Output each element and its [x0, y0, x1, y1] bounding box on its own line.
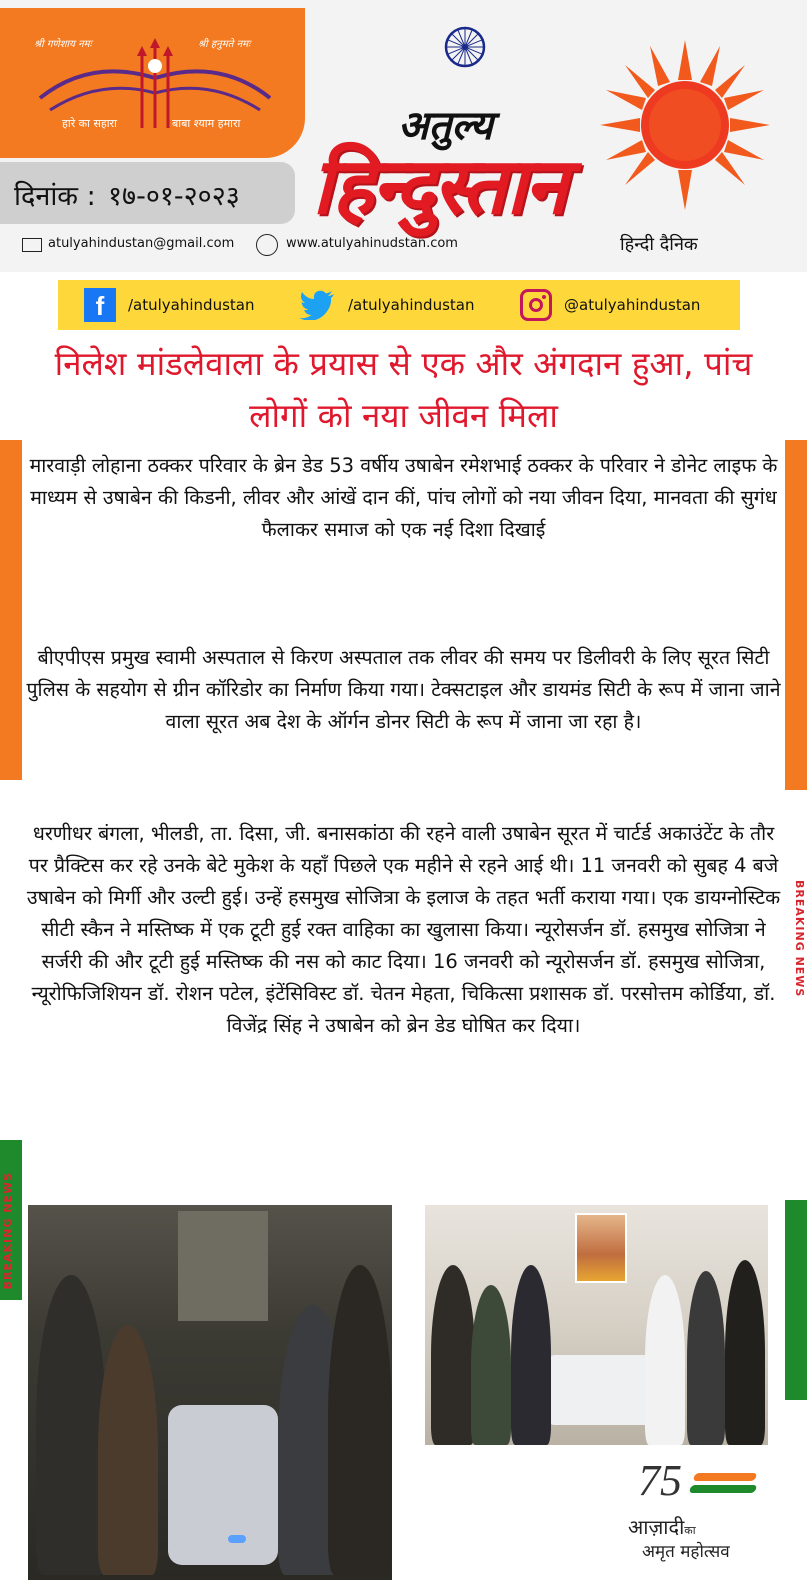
- twitter-handle: /atulyahindustan: [348, 296, 475, 314]
- logo-text-baba-shyam: बाबा श्याम हमारा: [172, 117, 241, 130]
- person-figure: [687, 1271, 725, 1445]
- brand-name-hindustan: हिन्दुस्तान: [312, 142, 566, 232]
- azadi-ka-amrit-mahotsav-logo: [628, 1455, 768, 1570]
- breaking-news-label-left: BREAKING NEWS: [1, 1172, 14, 1290]
- azadi-line1: [628, 1513, 696, 1540]
- azadi-75-number: 75: [638, 1456, 682, 1505]
- article-paragraph-3: धरणीधर बंगला, भीलडी, ता. दिसा, जी. बनासकांठा की रहने वाली उषाबेन सूरत में चार्टर्ड अकाउंटेंट के तौर पर प्रैक्टिस कर रहे उनके बेटे मुकेश के यहाँ पिछले एक महीने से रहने आई थी। 11 जनवरी को सुबह 4 बजे उषाबेन को मिर्गी और उल्टी हुई। उन्हें हसमुख सोजित्रा के इलाज के तहत भर्ती कराया गया। एक डायग्नोस्टिक सीटी स्कैन ने मस्तिष्क में एक टूटी हुई रक्त वाहिका का खुलासा किया। न्यूरोसर्जन डॉ. हसमुख सोजित्रा ने सर्जरी की और टूटी हुई मस्तिष्क की नस को काट दिया। 16 जनवरी को न्यूरोसर्जन डॉ. हसमुख सोजित्रा, न्यूरोफिजिशियन डॉ. रोशन पटेल, इंटेंसिविस्ट डॉ. चेतन मेहता, चिकित्सा प्रशासक डॉ. परसोत्तम कोर्डिया, डॉ. विजेंद्र सिंह ने उषाबेन को ब्रेन डेड घोषित कर दिया।: [26, 822, 781, 1037]
- logo-text-ganesh: श्री गणेशाय नमः: [34, 39, 92, 50]
- azadi-word: आज़ादी: [628, 1515, 685, 1539]
- globe-icon: [256, 234, 278, 256]
- twitter-link[interactable]: [298, 288, 474, 322]
- article-headline: निलेश मांडलेवाला के प्रयास से एक और अंगदान हुआ, पांच लोगों को नया जीवन मिला: [54, 344, 753, 435]
- instagram-handle: @atulyahindustan: [564, 296, 701, 314]
- date-value: १७-०१-२०२३: [108, 181, 240, 212]
- person-figure: [725, 1260, 765, 1445]
- right-green-stripe: [785, 1200, 807, 1400]
- person-figure: [36, 1275, 106, 1575]
- azadi-green-stroke: [689, 1485, 758, 1493]
- website-link[interactable]: www.atulyahinudstan.com: [286, 236, 458, 251]
- instagram-icon: [520, 289, 552, 321]
- trishul-emblem-icon: [30, 38, 280, 128]
- facebook-icon: f: [84, 288, 116, 322]
- person-figure: [98, 1325, 158, 1575]
- facebook-link[interactable]: [84, 288, 254, 322]
- azadi-line2: अमृत महोत्सव: [642, 1542, 730, 1562]
- date-box: [0, 162, 295, 224]
- brand-name-atulya: अतुल्य: [398, 103, 493, 149]
- left-saffron-stripe: [0, 440, 22, 780]
- article-paragraph-2: बीएपीएस प्रमुख स्वामी अस्पताल से किरण अस्पताल तक लीवर की समय पर डिलीवरी के लिए सूरत सिटी पुलिस के सहयोग से ग्रीन कॉरिडोर का निर्माण किया गया। टेक्सटाइल और डायमंड सिटी के रूप में जाना जाने वाला सूरत अब देश के ऑर्गन डोनर सिटी के रूप में जाना जा रहा है।: [26, 646, 781, 733]
- donor-portrait-inset: [575, 1213, 627, 1283]
- photo-hospital-room: [425, 1205, 768, 1445]
- person-figure: [511, 1265, 551, 1445]
- sun-emblem-icon: [600, 40, 770, 210]
- person-figure: [645, 1275, 685, 1445]
- breaking-news-label-right: BREAKING NEWS: [793, 880, 806, 998]
- person-figure: [431, 1265, 475, 1445]
- logo-text-hare-ka-sahara: हारे का सहारा: [62, 117, 117, 130]
- photo-hospital-corridor: [28, 1205, 392, 1580]
- social-bar: [58, 280, 740, 330]
- azadi-ka: का: [684, 1524, 696, 1537]
- twitter-icon: [298, 288, 336, 322]
- facebook-handle: /atulyahindustan: [128, 296, 255, 314]
- article-paragraph-1: मारवाड़ी लोहाना ठक्कर परिवार के ब्रेन डेड 53 वर्षीय उषाबेन रमेशभाई ठक्कर के परिवार ने डोनेट लाइफ के माध्यम से उषाबेन की किडनी, लीवर और आंखें दान कीं, पांच लोगों को नया जीवन दिया, मानवता की सुगंध फैलाकर समाज को एक नई दिशा दिखाई: [29, 454, 778, 541]
- masthead: [0, 0, 807, 272]
- email-link[interactable]: atulyahindustan@gmail.com: [48, 236, 235, 251]
- paper-type-label: हिन्दी दैनिक: [620, 234, 698, 255]
- logo-text-hanuman: श्री हनुमते नमः: [198, 39, 251, 50]
- date-label: दिनांक :: [14, 181, 96, 212]
- azadi-saffron-stroke: [693, 1473, 758, 1481]
- icu-door: [178, 1211, 268, 1321]
- instagram-link[interactable]: [520, 288, 700, 322]
- person-figure: [328, 1265, 392, 1575]
- hospital-stretcher: [168, 1405, 278, 1565]
- monitor-light: [228, 1535, 246, 1543]
- right-saffron-stripe: [785, 440, 807, 790]
- mail-icon: [22, 238, 42, 252]
- ashoka-chakra-icon: [443, 25, 487, 69]
- devotional-logo: [0, 8, 305, 158]
- person-figure: [471, 1285, 511, 1445]
